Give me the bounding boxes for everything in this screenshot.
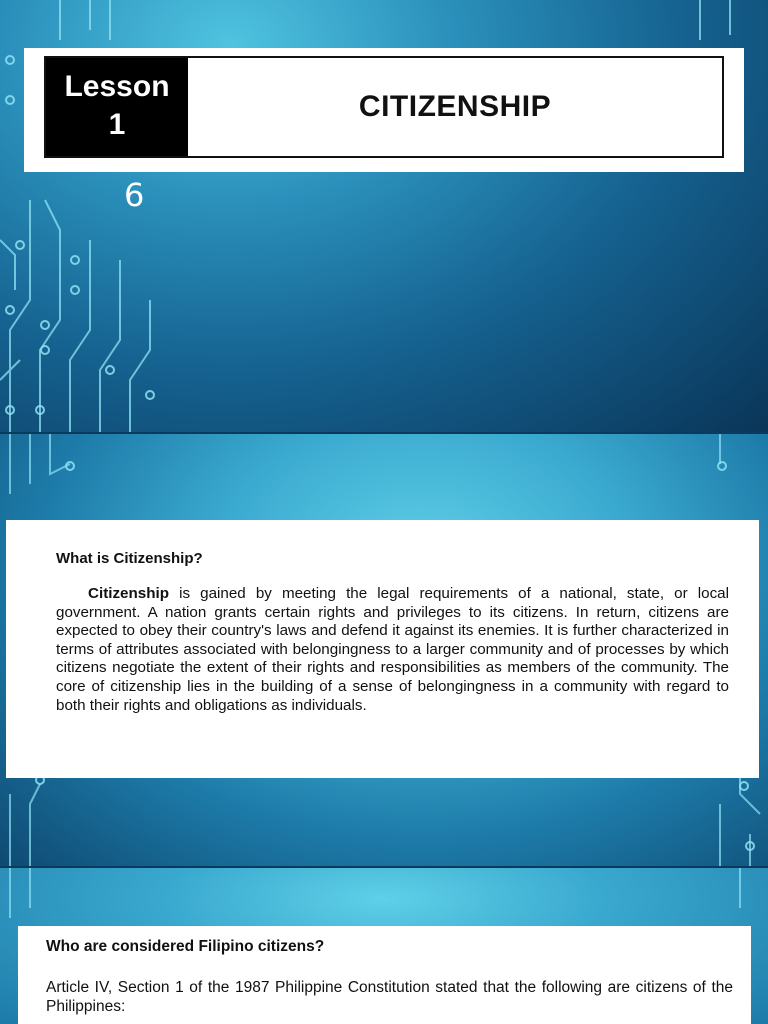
lesson-title: CITIZENSHIP bbox=[358, 90, 552, 123]
definition-heading: What is Citizenship? bbox=[56, 550, 203, 567]
slide-filipino-citizens bbox=[0, 868, 768, 1024]
lesson-label: Lesson bbox=[64, 70, 170, 103]
slide-number: 6 bbox=[124, 176, 145, 214]
lesson-number: 1 bbox=[108, 108, 126, 141]
citizens-card bbox=[18, 926, 751, 1024]
definition-card bbox=[6, 520, 759, 778]
citizens-paragraph: Article IV, Section 1 of the 1987 Philippine Constitution stated that the following are citizens of the Philippines: bbox=[46, 979, 733, 1015]
lesson-badge bbox=[46, 58, 188, 156]
title-banner bbox=[24, 48, 744, 172]
slide-definition bbox=[0, 434, 768, 866]
title-box bbox=[44, 56, 724, 158]
definition-text: is gained by meeting the legal requirements of a national, state, or local government. A nation grants certain rights and privileges to its citizens. In return, citizens are expected to obey their country's laws and defend it against its enemies. It is further characterized in terms of attributes associated with belongingness to a larger community and of processes by which citizens negotiate the extent of their rights and responsibilities as members of the community. The core of citizenship lies in the building of a sense of belongingness in a community with regard to both their rights and obligations as individuals. bbox=[56, 585, 729, 714]
definition-paragraph bbox=[56, 585, 729, 715]
definition-term: Citizenship bbox=[88, 585, 170, 602]
slide-title bbox=[0, 0, 768, 432]
citizens-heading: Who are considered Filipino citizens? bbox=[46, 938, 325, 955]
